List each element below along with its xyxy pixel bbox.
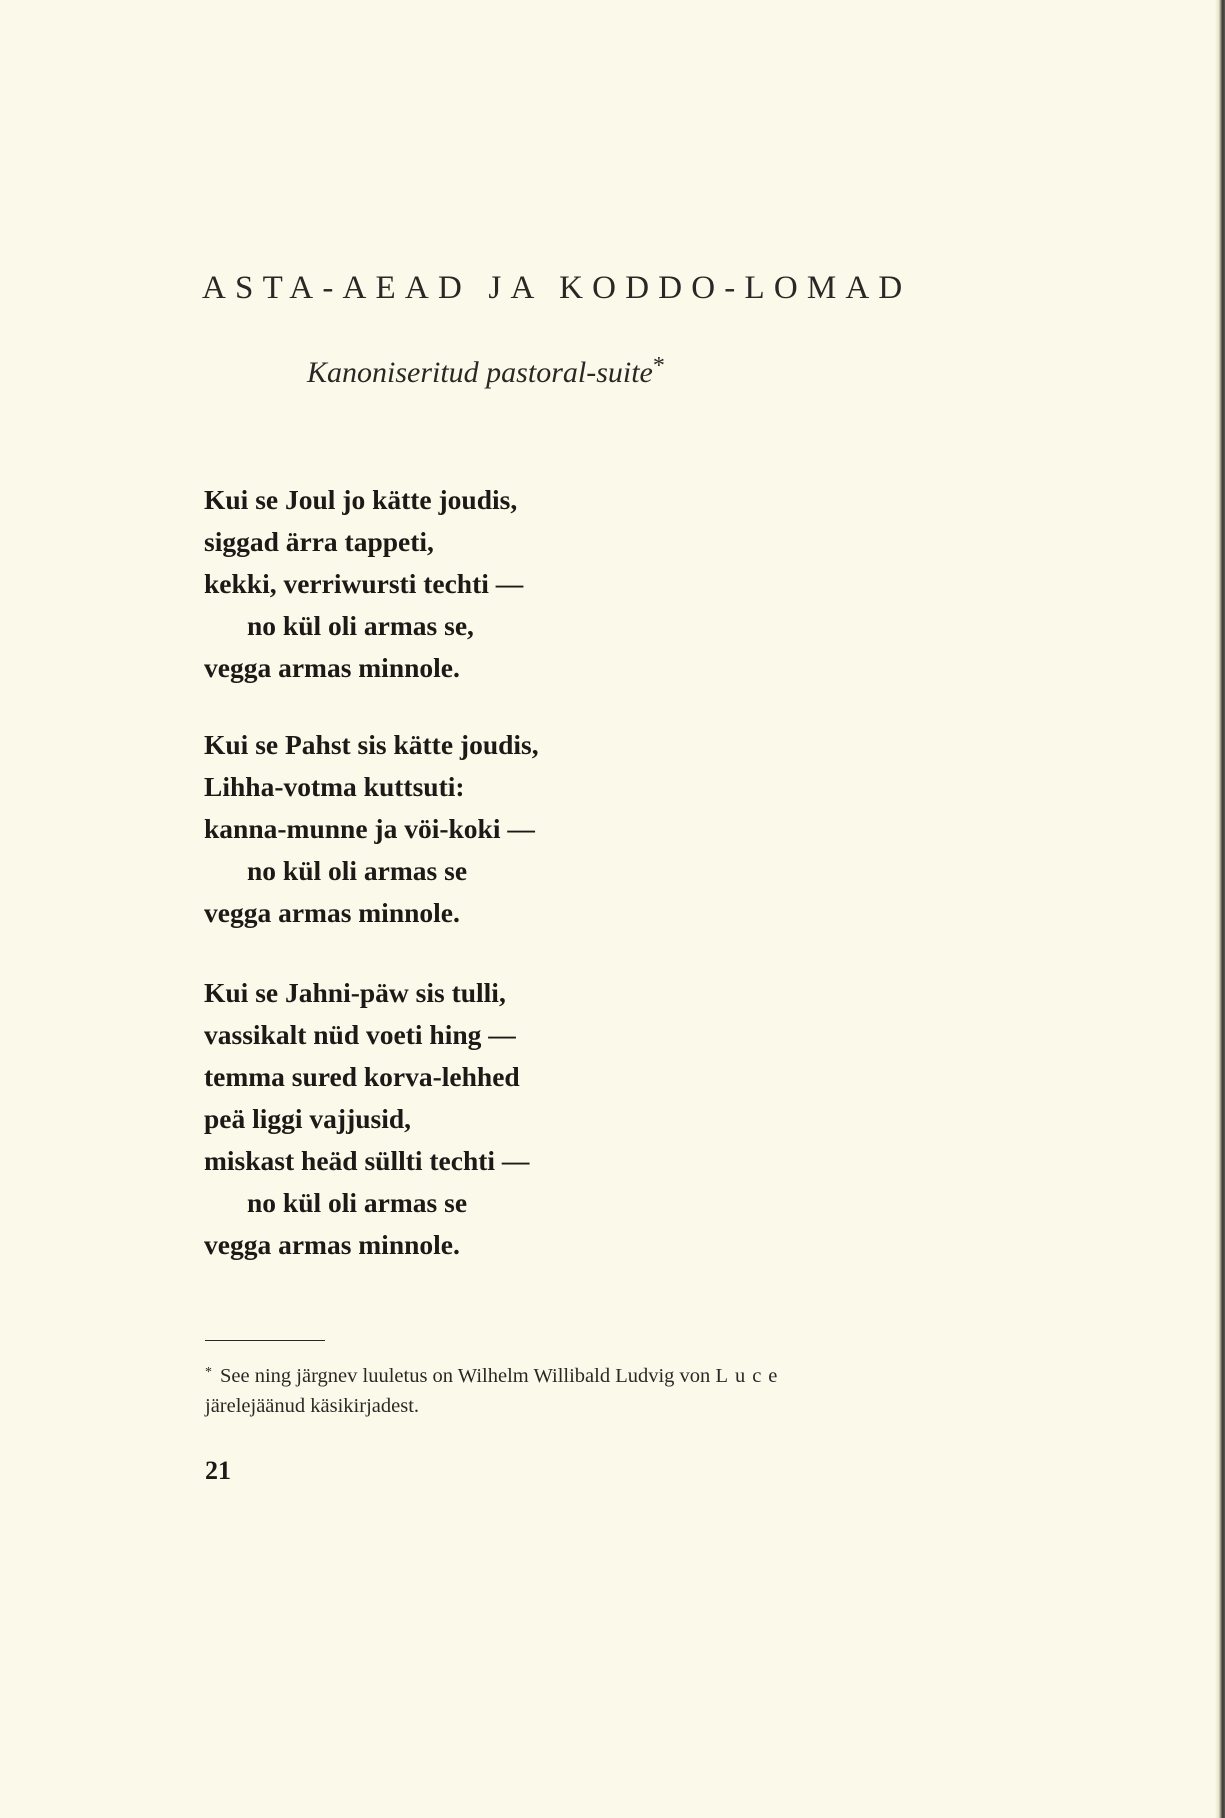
verse-line: Kui se Pahst sis kätte joudis, <box>204 729 539 760</box>
poem-subtitle <box>307 353 665 390</box>
verse-line: miskast heäd süllti techti — <box>204 1145 530 1176</box>
verse-line: Kui se Jahni-päw sis tulli, <box>204 977 506 1008</box>
footnote-line-2: järelejäänud käsikirjadest. <box>205 1395 420 1417</box>
stanza-3 <box>204 972 529 1266</box>
page-number: 21 <box>205 1456 231 1485</box>
stanza-1 <box>204 479 523 689</box>
verse-line: temma sured korva-lehhed <box>204 1061 520 1092</box>
footnote-author-name: Luce <box>715 1365 785 1387</box>
verse-line: kanna-munne ja vöi-koki — <box>204 813 535 844</box>
footnote <box>205 1358 945 1421</box>
footnote-divider <box>205 1340 325 1341</box>
page-edge-shadow <box>1215 0 1225 1818</box>
verse-line: no kül oli armas se, <box>247 610 474 641</box>
verse-line: no kül oli armas se <box>247 855 468 886</box>
verse-line: siggad ärra tappeti, <box>204 526 434 557</box>
verse-line: no kül oli armas se <box>247 1187 468 1218</box>
verse-line: peä liggi vajjusid, <box>204 1103 412 1134</box>
verse-line: Lihha-votma kuttsuti: <box>204 771 465 802</box>
stanza-2 <box>204 724 539 934</box>
footnote-marker: * <box>652 353 665 379</box>
verse-line: vassikalt nüd voeti hing — <box>204 1019 516 1050</box>
verse-line: kekki, verriwursti techti — <box>204 568 524 599</box>
verse-line: vegga armas minnole. <box>204 897 460 928</box>
verse-line: vegga armas minnole. <box>204 652 460 683</box>
footnote-line-1 <box>205 1358 945 1391</box>
verse-line: vegga armas minnole. <box>204 1229 460 1260</box>
footnote-asterisk: * <box>205 1365 212 1380</box>
poem-title: ASTA-AEAD JA KODDO-LOMAD <box>202 270 912 306</box>
footnote-text: See ning järgnev luuletus on Wilhelm Willibald Ludvig von <box>220 1365 711 1387</box>
subtitle-text: Kanoniseritud pastoral-suite <box>307 356 653 389</box>
verse-line: Kui se Joul jo kätte joudis, <box>204 484 518 515</box>
